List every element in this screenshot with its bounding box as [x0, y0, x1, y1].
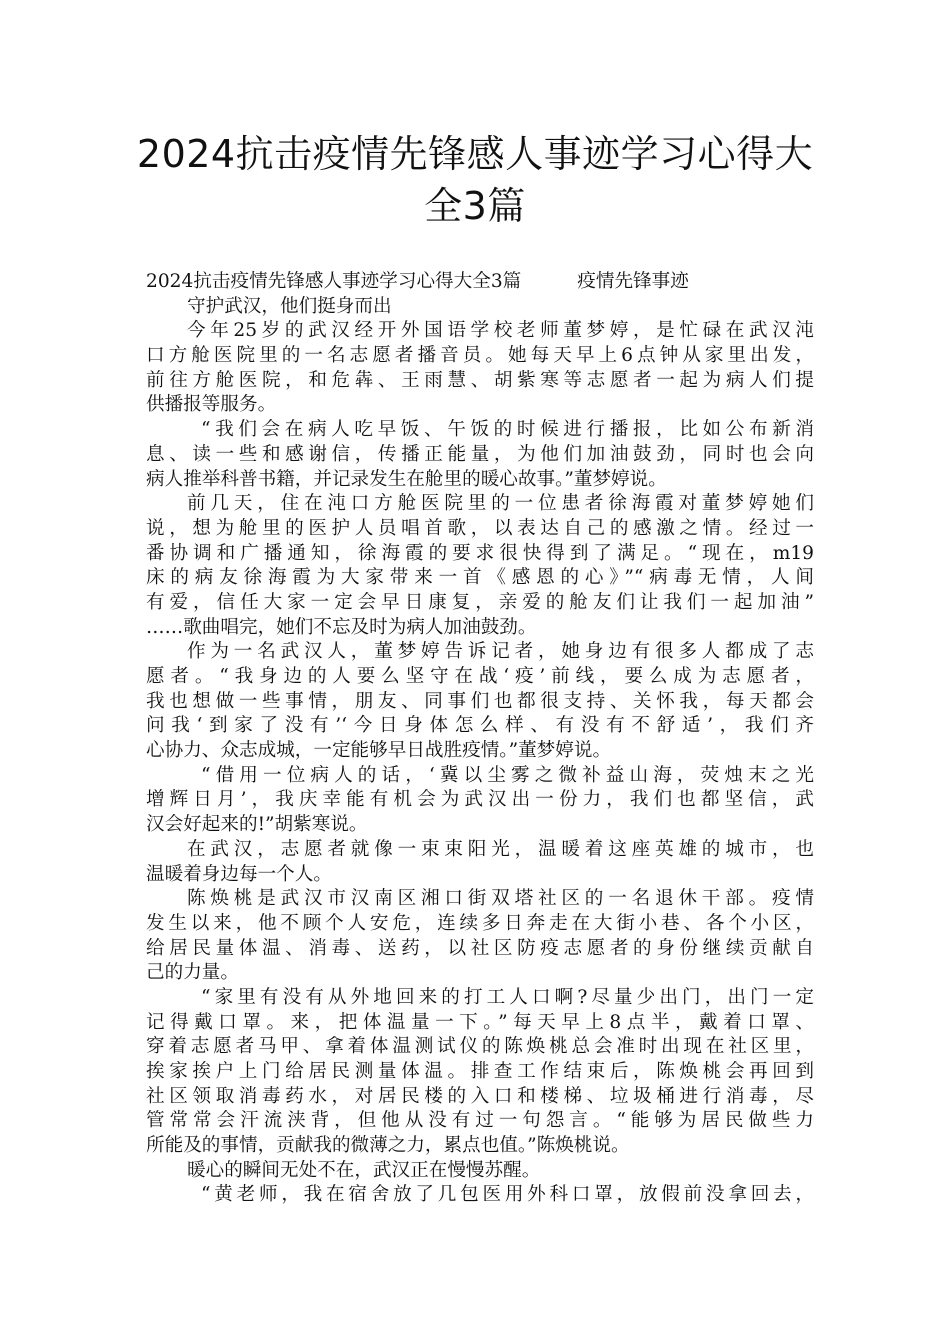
text-line: “家里有没有从外地回来的打工人口啊?尽量少出门，出门一定	[201, 986, 814, 1008]
text-line: 在武汉，志愿者就像一束束阳光，温暖着这座英雄的城市，也	[187, 838, 814, 860]
text-line: 汉会好起来的!”胡紫寒说。	[146, 814, 368, 836]
text-line: 给居民量体温、消毒、送药，以社区防疫志愿者的身份继续贡献自	[146, 937, 814, 959]
text-line: “黄老师，我在宿舍放了几包医用外科口罩，放假前没拿回去，	[201, 1184, 814, 1206]
document-body	[146, 270, 814, 1208]
text-line: 口方舱医院里的一名志愿者播音员。她每天早上6点钟从家里出发，	[146, 345, 814, 367]
subtitle-right: 疫情先锋事迹	[577, 271, 689, 292]
text-line: “借用一位病人的话，‘冀以尘雾之微补益山海，荧烛末之光	[201, 764, 814, 786]
text-line: 今年25岁的武汉经开外国语学校老师董梦婷，是忙碌在武汉沌	[187, 320, 814, 342]
text-line: 我也想做一些事情，朋友、同事们也都很支持、关怀我，每天都会	[146, 690, 814, 712]
text-line: 守护武汉，他们挺身而出	[187, 295, 392, 317]
text-line: 记得戴口罩。来，把体温量一下。”每天早上8点半，戴着口罩、	[146, 1011, 814, 1033]
text-line: ……歌曲唱完，她们不忘及时为病人加油鼓劲。	[146, 616, 537, 638]
text-line: 作为一名武汉人，董梦婷告诉记者，她身边有很多人都成了志	[187, 641, 814, 663]
text-line: 管常常会汗流浃背，但他从没有过一句怨言。“能够为居民做些力	[146, 1110, 814, 1132]
title-line-1: 2024抗击疫情先锋感人事迹学习心得大	[136, 132, 814, 176]
text-line: 床的病友徐海霞为大家带来一首《感恩的心》”“病毒无情，人间	[146, 567, 814, 589]
text-line: 暖心的瞬间无处不在，武汉正在慢慢苏醒。	[187, 1159, 541, 1181]
text-line: 所能及的事情，贡献我的微薄之力，累点也值。”陈焕桃说。	[146, 1135, 630, 1157]
text-line: 穿着志愿者马甲、拿着体温测试仪的陈焕桃总会准时出现在社区里，	[146, 1036, 814, 1058]
title-line-2: 全3篇	[424, 184, 526, 228]
text-line: 番协调和广播通知，徐海霞的要求很快得到了满足。“现在，m19	[146, 542, 814, 564]
text-line: 己的力量。	[146, 962, 239, 984]
text-line: 说，想为舱里的医护人员唱首歌，以表达自己的感激之情。经过一	[146, 517, 814, 539]
text-line: 病人推举科普书籍，并记录发生在舱里的暖心故事。”董梦婷说。	[146, 468, 667, 490]
text-line: 陈焕桃是武汉市汉南区湘口街双塔社区的一名退休干部。疫情	[187, 888, 814, 910]
text-line: 增辉日月’，我庆幸能有机会为武汉出一份力，我们也都坚信，武	[146, 789, 814, 811]
text-line: “我们会在病人吃早饭、午饭的时候进行播报，比如公布新消	[201, 419, 814, 441]
text-line: 社区领取消毒药水，对居民楼的入口和楼梯、垃圾桶进行消毒，尽	[146, 1085, 814, 1107]
text-line: 前几天，住在沌口方舱医院里的一位患者徐海霞对董梦婷她们	[187, 493, 814, 515]
subtitle-left: 2024抗击疫情先锋感人事迹学习心得大全3篇	[146, 271, 522, 292]
text-line: 挨家挨户上门给居民测量体温。排查工作结束后，陈焕桃会再回到	[146, 1061, 814, 1082]
text-line: 发生以来，他不顾个人安危，连续多日奔走在大街小巷、各个小区，	[146, 912, 814, 934]
text-line: 愿者。“我身边的人要么坚守在战‘疫’前线，要么成为志愿者，	[146, 666, 814, 687]
text-line: 供播报等服务。	[146, 394, 277, 416]
text-line: 前往方舱医院，和危犇、王雨慧、胡紫寒等志愿者一起为病人们提	[146, 369, 814, 391]
document-title	[120, 128, 830, 232]
text-line: 温暖着身边每一个人。	[146, 863, 332, 885]
text-line: 息、读一些和感谢信，传播正能量，为他们加油鼓劲，同时也会向	[146, 443, 814, 465]
text-line: 有爱，信任大家一定会早日康复，亲爱的舱友们让我们一起加油”	[146, 591, 814, 613]
text-line: 心协力、众志成城，一定能够早日战胜疫情。”董梦婷说。	[146, 740, 612, 762]
text-line: 问我‘到家了没有’‘今日身体怎么样、有没有不舒适’，我们齐	[146, 715, 814, 737]
subtitle-line	[146, 270, 814, 295]
